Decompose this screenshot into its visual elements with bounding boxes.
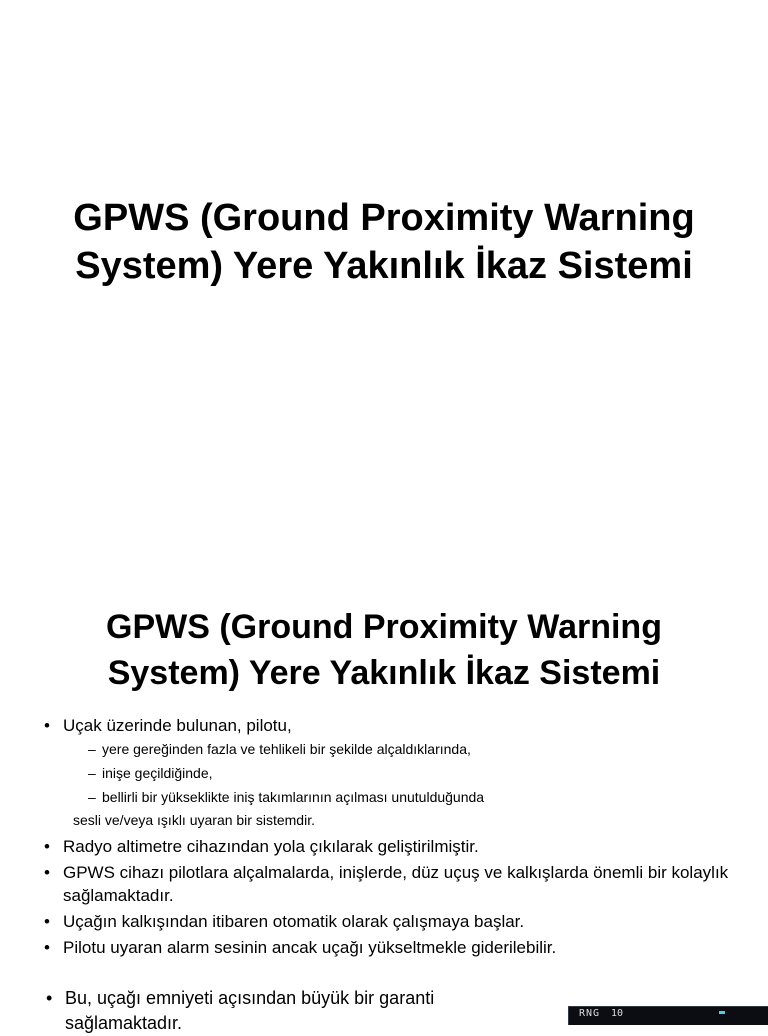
slide-1-title [40,194,728,290]
bullet-item: • Pilotu uyaran alarm sesinin ancak uçağı yükseltmekle giderilebilir. [44,936,744,959]
display-marker [719,1011,725,1014]
slide-2-title-line-1: GPWS (Ground Proximity Warning [106,608,662,646]
bullet-continuation: sesli ve/veya ışıklı uyaran bir sistemdir. [73,812,315,828]
slide-2-title [40,604,728,696]
sub-bullet-list [63,737,744,809]
bullet-item: • Uçağın kalkışından itibaren otomatik olarak çalışmaya başlar. [44,910,744,933]
bullet-text: Uçak üzerinde bulunan, pilotu, [63,716,292,735]
range-label: RNG [579,1008,601,1019]
gpws-display-image [568,1006,768,1025]
slide-1-title-line-2: System) Yere Yakınlık İkaz Sistemi [75,245,693,287]
sub-bullet-item: – bellirli bir yükseklikte iniş takımlarının açılması unutulduğunda [63,785,744,809]
slide-2-title-line-2: System) Yere Yakınlık İkaz Sistemi [107,654,661,692]
sub-bullet-item: – inişe geçildiğinde, [63,761,744,785]
slide-1-title-line-1: GPWS (Ground Proximity Warning [73,197,695,239]
bullet-item: • GPWS cihazı pilotlara alçalmalarda, inişlerde, düz uçuş ve kalkışlarda önemli bir kolaylık sağlamaktadır. [44,861,744,907]
bullet-item-last: • Bu, uçağı emniyeti açısından büyük bir garanti sağlamaktadır. [46,986,545,1036]
bullet-item [44,714,744,831]
bullet-list [44,714,744,962]
sub-bullet-item: – yere gereğinden fazla ve tehlikeli bir şekilde alçaldıklarında, [63,737,744,761]
bullet-item: • Radyo altimetre cihazından yola çıkılarak geliştirilmiştir. [44,835,744,858]
range-value: 10 [611,1008,624,1019]
